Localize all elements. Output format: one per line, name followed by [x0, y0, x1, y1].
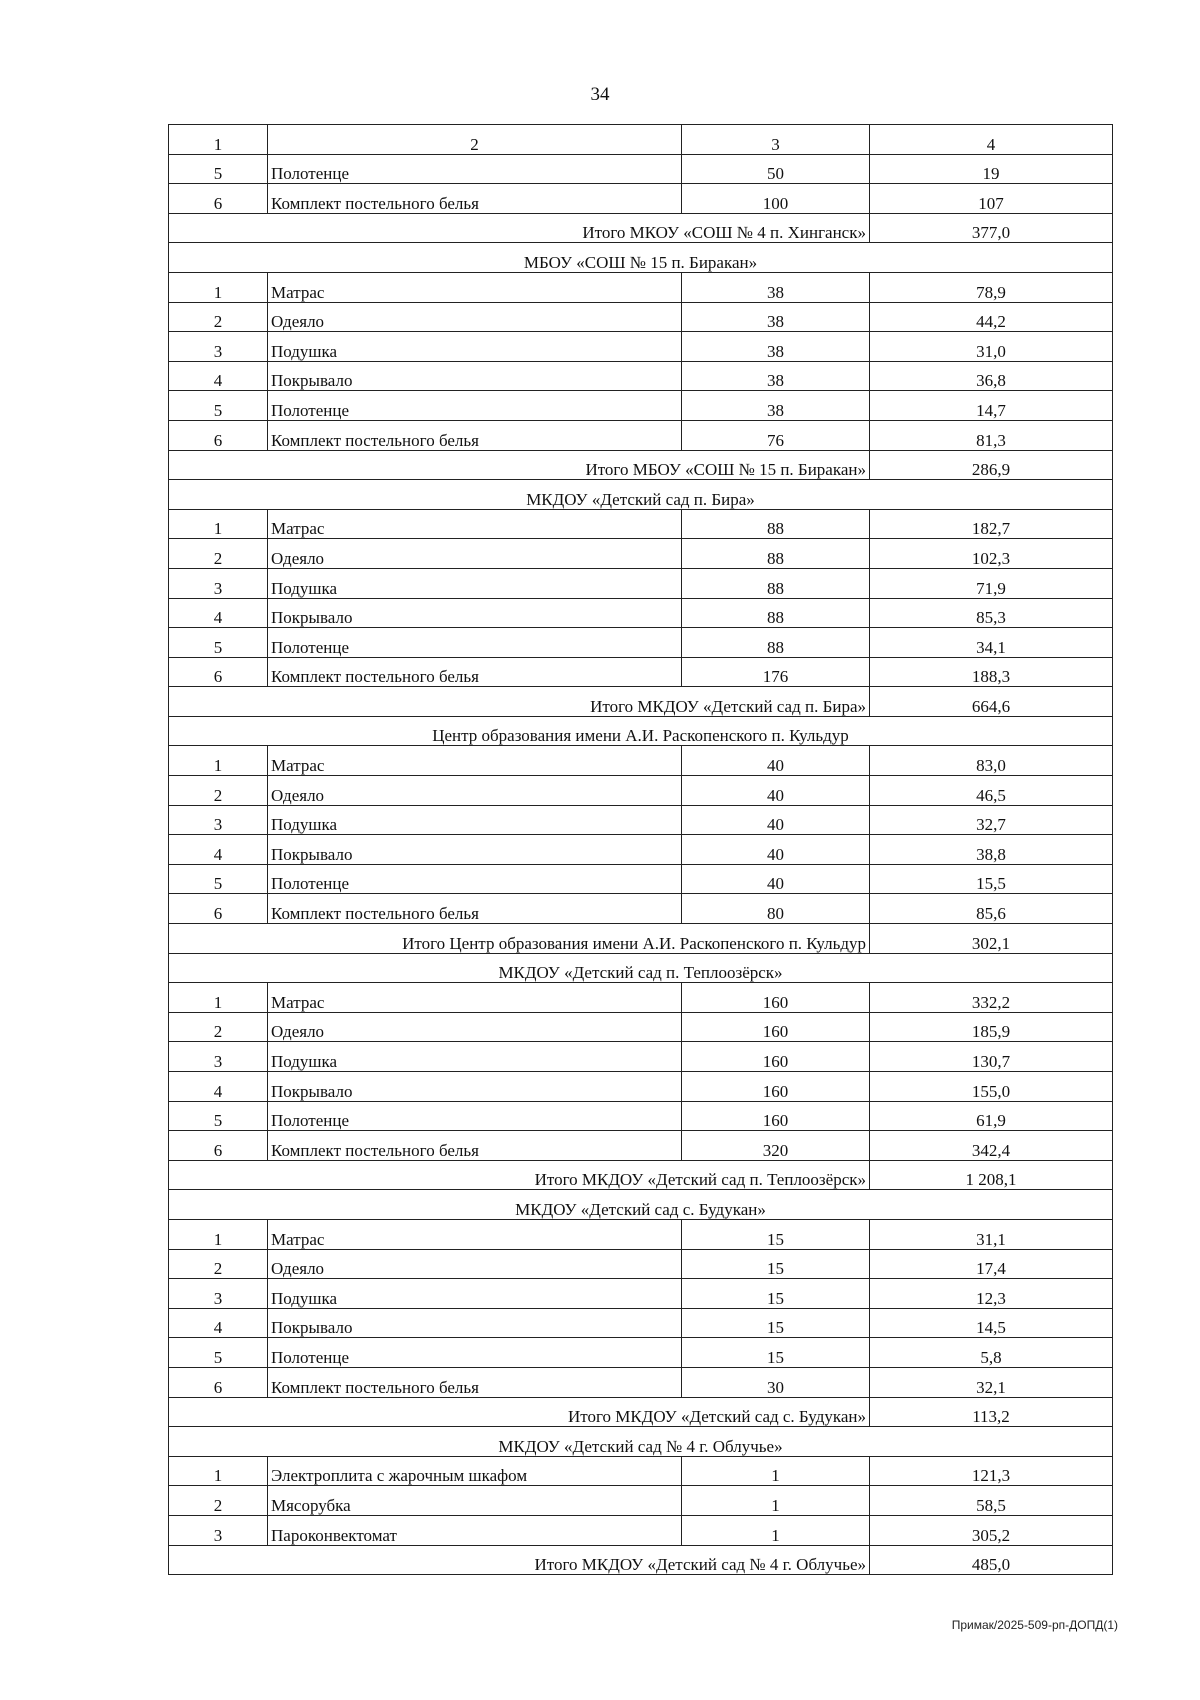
item-amount: 38,8 [870, 835, 1113, 865]
table-row [169, 1101, 1113, 1131]
item-name: Комплект постельного белья [268, 420, 682, 450]
item-quantity: 40 [682, 805, 870, 835]
item-quantity: 38 [682, 272, 870, 302]
item-number: 2 [169, 1012, 268, 1042]
item-quantity: 30 [682, 1367, 870, 1397]
table-row [169, 184, 1113, 214]
item-number: 1 [169, 746, 268, 776]
item-quantity: 40 [682, 864, 870, 894]
item-name: Комплект постельного белья [268, 1131, 682, 1161]
item-quantity: 15 [682, 1279, 870, 1309]
item-amount: 17,4 [870, 1249, 1113, 1279]
table-row [169, 154, 1113, 184]
item-name: Матрас [268, 983, 682, 1013]
item-quantity: 38 [682, 361, 870, 391]
item-amount: 85,3 [870, 598, 1113, 628]
total-row [169, 1545, 1113, 1575]
item-number: 3 [169, 332, 268, 362]
item-quantity: 1 [682, 1456, 870, 1486]
item-number: 4 [169, 598, 268, 628]
item-number: 6 [169, 1131, 268, 1161]
item-number: 1 [169, 272, 268, 302]
item-quantity: 38 [682, 391, 870, 421]
item-name: Матрас [268, 509, 682, 539]
item-number: 5 [169, 1101, 268, 1131]
item-name: Полотенце [268, 628, 682, 658]
item-number: 2 [169, 539, 268, 569]
table-row [169, 835, 1113, 865]
total-amount: 485,0 [870, 1545, 1113, 1575]
item-number: 1 [169, 983, 268, 1013]
item-quantity: 1 [682, 1486, 870, 1516]
item-name: Одеяло [268, 539, 682, 569]
item-number: 5 [169, 391, 268, 421]
table-row [169, 864, 1113, 894]
item-amount: 61,9 [870, 1101, 1113, 1131]
item-quantity: 160 [682, 1042, 870, 1072]
table-row [169, 1338, 1113, 1368]
item-name: Электроплита с жарочным шкафом [268, 1456, 682, 1486]
table-row [169, 1515, 1113, 1545]
total-amount: 377,0 [870, 213, 1113, 243]
item-quantity: 88 [682, 509, 870, 539]
table-row [169, 1367, 1113, 1397]
item-amount: 102,3 [870, 539, 1113, 569]
item-name: Полотенце [268, 391, 682, 421]
item-name: Покрывало [268, 361, 682, 391]
item-quantity: 38 [682, 332, 870, 362]
item-name: Полотенце [268, 864, 682, 894]
item-number: 1 [169, 1219, 268, 1249]
item-name: Полотенце [268, 1338, 682, 1368]
table-row [169, 1072, 1113, 1102]
total-label: Итого МКДОУ «Детский сад п. Теплоозёрск» [169, 1160, 870, 1190]
item-amount: 188,3 [870, 657, 1113, 687]
section-header-row [169, 1427, 1113, 1457]
item-name: Комплект постельного белья [268, 184, 682, 214]
item-amount: 12,3 [870, 1279, 1113, 1309]
item-number: 3 [169, 568, 268, 598]
table-row [169, 272, 1113, 302]
item-amount: 46,5 [870, 776, 1113, 806]
table-row [169, 1456, 1113, 1486]
item-quantity: 15 [682, 1308, 870, 1338]
column-number-1: 1 [169, 125, 268, 155]
item-name: Покрывало [268, 1072, 682, 1102]
total-label: Итого МКДОУ «Детский сад с. Будукан» [169, 1397, 870, 1427]
table-row [169, 539, 1113, 569]
item-quantity: 160 [682, 1072, 870, 1102]
section-header-row [169, 1190, 1113, 1220]
table-row [169, 302, 1113, 332]
item-quantity: 1 [682, 1515, 870, 1545]
column-number-4: 4 [870, 125, 1113, 155]
item-name: Подушка [268, 1042, 682, 1072]
item-number: 4 [169, 361, 268, 391]
item-amount: 121,3 [870, 1456, 1113, 1486]
total-row [169, 450, 1113, 480]
table-row [169, 746, 1113, 776]
item-number: 3 [169, 1042, 268, 1072]
total-row [169, 1160, 1113, 1190]
total-label: Итого Центр образования имени А.И. Раскопенского п. Кульдур [169, 924, 870, 954]
item-number: 3 [169, 1279, 268, 1309]
item-quantity: 88 [682, 539, 870, 569]
item-amount: 185,9 [870, 1012, 1113, 1042]
table-row [169, 1042, 1113, 1072]
table-row [169, 1219, 1113, 1249]
item-number: 5 [169, 628, 268, 658]
total-amount: 1 208,1 [870, 1160, 1113, 1190]
item-amount: 44,2 [870, 302, 1113, 332]
item-number: 2 [169, 1486, 268, 1516]
item-name: Подушка [268, 805, 682, 835]
total-label: Итого МКДОУ «Детский сад п. Бира» [169, 687, 870, 717]
total-label: Итого МКОУ «СОШ № 4 п. Хинганск» [169, 213, 870, 243]
item-name: Матрас [268, 1219, 682, 1249]
item-quantity: 15 [682, 1338, 870, 1368]
table-row [169, 1249, 1113, 1279]
item-amount: 14,5 [870, 1308, 1113, 1338]
table-row [169, 509, 1113, 539]
table-row [169, 1308, 1113, 1338]
item-name: Матрас [268, 272, 682, 302]
item-name: Полотенце [268, 1101, 682, 1131]
item-amount: 34,1 [870, 628, 1113, 658]
table-row [169, 628, 1113, 658]
item-name: Покрывало [268, 1308, 682, 1338]
item-name: Мясорубка [268, 1486, 682, 1516]
item-number: 5 [169, 154, 268, 184]
total-amount: 302,1 [870, 924, 1113, 954]
column-number-3: 3 [682, 125, 870, 155]
item-quantity: 40 [682, 746, 870, 776]
item-number: 6 [169, 420, 268, 450]
item-number: 1 [169, 1456, 268, 1486]
item-name: Комплект постельного белья [268, 894, 682, 924]
section-title: МКДОУ «Детский сад п. Бира» [169, 480, 1113, 510]
total-amount: 113,2 [870, 1397, 1113, 1427]
item-quantity: 160 [682, 1012, 870, 1042]
item-amount: 32,7 [870, 805, 1113, 835]
item-amount: 130,7 [870, 1042, 1113, 1072]
item-number: 4 [169, 1072, 268, 1102]
item-number: 2 [169, 776, 268, 806]
table-row [169, 391, 1113, 421]
item-number: 3 [169, 1515, 268, 1545]
item-amount: 85,6 [870, 894, 1113, 924]
equipment-table [168, 124, 1113, 1575]
item-quantity: 80 [682, 894, 870, 924]
item-amount: 31,0 [870, 332, 1113, 362]
item-quantity: 15 [682, 1249, 870, 1279]
item-name: Подушка [268, 568, 682, 598]
total-row [169, 1397, 1113, 1427]
total-label: Итого МКДОУ «Детский сад № 4 г. Облучье» [169, 1545, 870, 1575]
item-amount: 58,5 [870, 1486, 1113, 1516]
item-number: 3 [169, 805, 268, 835]
item-amount: 182,7 [870, 509, 1113, 539]
item-amount: 31,1 [870, 1219, 1113, 1249]
item-quantity: 40 [682, 835, 870, 865]
table-row [169, 1486, 1113, 1516]
item-amount: 83,0 [870, 746, 1113, 776]
item-amount: 342,4 [870, 1131, 1113, 1161]
item-name: Пароконвектомат [268, 1515, 682, 1545]
item-name: Подушка [268, 1279, 682, 1309]
item-amount: 107 [870, 184, 1113, 214]
section-title: МКДОУ «Детский сад п. Теплоозёрск» [169, 953, 1113, 983]
item-amount: 305,2 [870, 1515, 1113, 1545]
item-quantity: 88 [682, 568, 870, 598]
table-row [169, 568, 1113, 598]
item-amount: 32,1 [870, 1367, 1113, 1397]
table-row [169, 1012, 1113, 1042]
item-amount: 5,8 [870, 1338, 1113, 1368]
item-quantity: 50 [682, 154, 870, 184]
section-title: МКДОУ «Детский сад с. Будукан» [169, 1190, 1113, 1220]
item-quantity: 15 [682, 1219, 870, 1249]
table-row [169, 1131, 1113, 1161]
item-name: Одеяло [268, 1012, 682, 1042]
table-row [169, 332, 1113, 362]
item-quantity: 176 [682, 657, 870, 687]
item-name: Покрывало [268, 835, 682, 865]
item-amount: 71,9 [870, 568, 1113, 598]
item-name: Одеяло [268, 776, 682, 806]
section-header-row [169, 953, 1113, 983]
column-number-row [169, 125, 1113, 155]
item-quantity: 160 [682, 983, 870, 1013]
item-amount: 81,3 [870, 420, 1113, 450]
item-number: 4 [169, 1308, 268, 1338]
item-number: 6 [169, 657, 268, 687]
item-quantity: 88 [682, 598, 870, 628]
table-row [169, 776, 1113, 806]
item-quantity: 160 [682, 1101, 870, 1131]
item-name: Комплект постельного белья [268, 1367, 682, 1397]
table-row [169, 894, 1113, 924]
section-header-row [169, 243, 1113, 273]
section-title: Центр образования имени А.И. Раскопенского п. Кульдур [169, 716, 1113, 746]
item-name: Одеяло [268, 302, 682, 332]
table-body [169, 125, 1113, 1575]
item-quantity: 40 [682, 776, 870, 806]
item-amount: 78,9 [870, 272, 1113, 302]
section-title: МКДОУ «Детский сад № 4 г. Облучье» [169, 1427, 1113, 1457]
item-number: 6 [169, 894, 268, 924]
item-amount: 14,7 [870, 391, 1113, 421]
column-number-2: 2 [268, 125, 682, 155]
table-row [169, 983, 1113, 1013]
table-row [169, 657, 1113, 687]
document-code: Примак/2025-509-рп-ДОПД(1) [951, 1618, 1118, 1632]
item-amount: 36,8 [870, 361, 1113, 391]
item-quantity: 320 [682, 1131, 870, 1161]
item-quantity: 76 [682, 420, 870, 450]
section-title: МБОУ «СОШ № 15 п. Биракан» [169, 243, 1113, 273]
item-number: 2 [169, 1249, 268, 1279]
item-amount: 155,0 [870, 1072, 1113, 1102]
page-number: 34 [590, 84, 610, 105]
item-amount: 19 [870, 154, 1113, 184]
item-name: Подушка [268, 332, 682, 362]
item-amount: 332,2 [870, 983, 1113, 1013]
table-row [169, 1279, 1113, 1309]
total-row [169, 924, 1113, 954]
item-number: 6 [169, 184, 268, 214]
total-row [169, 213, 1113, 243]
item-name: Полотенце [268, 154, 682, 184]
table-row [169, 420, 1113, 450]
item-number: 1 [169, 509, 268, 539]
item-number: 5 [169, 1338, 268, 1368]
total-row [169, 687, 1113, 717]
item-quantity: 88 [682, 628, 870, 658]
section-header-row [169, 716, 1113, 746]
item-name: Матрас [268, 746, 682, 776]
item-name: Комплект постельного белья [268, 657, 682, 687]
item-number: 6 [169, 1367, 268, 1397]
total-label: Итого МБОУ «СОШ № 15 п. Биракан» [169, 450, 870, 480]
total-amount: 664,6 [870, 687, 1113, 717]
item-amount: 15,5 [870, 864, 1113, 894]
table-row [169, 361, 1113, 391]
table-row [169, 598, 1113, 628]
item-name: Покрывало [268, 598, 682, 628]
item-name: Одеяло [268, 1249, 682, 1279]
item-number: 2 [169, 302, 268, 332]
item-number: 4 [169, 835, 268, 865]
table-row [169, 805, 1113, 835]
section-header-row [169, 480, 1113, 510]
item-number: 5 [169, 864, 268, 894]
item-quantity: 38 [682, 302, 870, 332]
total-amount: 286,9 [870, 450, 1113, 480]
item-quantity: 100 [682, 184, 870, 214]
